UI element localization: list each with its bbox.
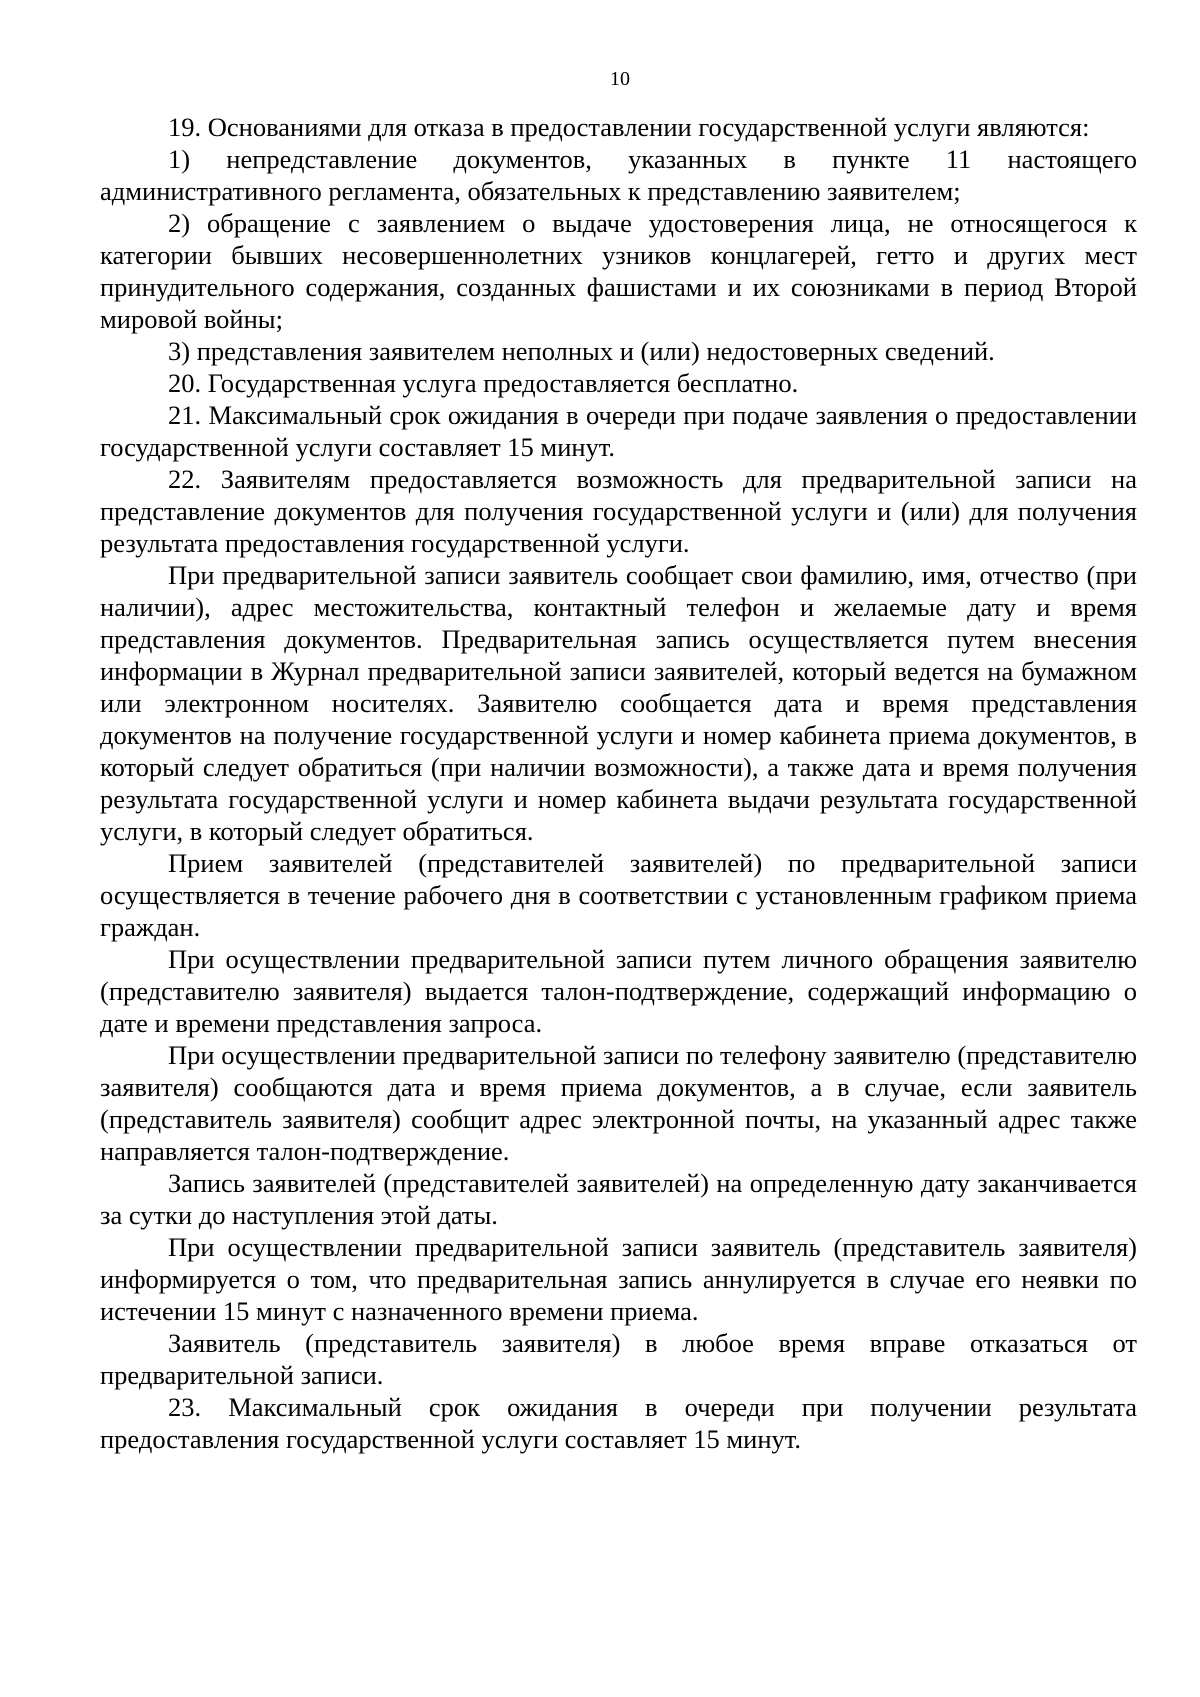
paragraph-21: 21. Максимальный срок ожидания в очереди при подаче заявления о предоставлении государственной услуги составляет 15 минут. xyxy=(100,400,1137,462)
paragraph-19-item-1: 1) непредставление документов, указанных в пункте 11 настоящего административного регламента, обязательных к представлению заявителем; xyxy=(100,144,1137,206)
paragraph-22-in-person: При осуществлении предварительной записи путем личного обращения заявителю (представителю заявителя) выдается талон-подтверждение, содержащий информацию о дате и времени представления запроса. xyxy=(100,944,1137,1038)
paragraph-19-item-3: 3) представления заявителем неполных и (или) недостоверных сведений. xyxy=(168,336,995,366)
paragraph-23: 23. Максимальный срок ожидания в очереди при получении результата предоставления государственной услуги составляет 15 минут. xyxy=(100,1392,1137,1454)
paragraph-19-item-2: 2) обращение с заявлением о выдаче удостоверения лица, не относящегося к категории бывших несовершеннолетних узников концлагерей, гетто и других мест принудительного содержания, созданных фашистами и их союзниками в период Второй мировой войны; xyxy=(100,208,1137,334)
page-number: 10 xyxy=(610,68,630,90)
paragraph-22-pre-registration: При предварительной записи заявитель сообщает свои фамилию, имя, отчество (при наличии), адрес местожительства, контактный телефон и желаемые дату и время представления документов. Предварительная запись осуществляется путем внесения информации в Журнал предварительной записи заявителей, который ведется на бумажном или электронном носителях. Заявителю сообщается дата и время представления документов на получение государственной услуги и номер кабинета приема документов, в который следует обратиться (при наличии возможности), а также дата и время получения результата государственной услуги и номер кабинета выдачи результата государственной услуги, в который следует обратиться. xyxy=(100,560,1137,846)
paragraph-19: 19. Основаниями для отказа в предоставлении государственной услуги являются: xyxy=(168,112,1090,142)
paragraph-22-by-phone: При осуществлении предварительной записи по телефону заявителю (представителю заявителя) сообщаются дата и время приема документов, а в случае, если заявитель (представитель заявителя) сообщит адрес электронной почты, на указанный адрес также направляется талон-подтверждение. xyxy=(100,1040,1137,1166)
paragraph-20: 20. Государственная услуга предоставляется бесплатно. xyxy=(168,368,799,398)
paragraph-22-deadline: Запись заявителей (представителей заявителей) на определенную дату заканчивается за сутки до наступления этой даты. xyxy=(100,1168,1137,1230)
paragraph-22-refusal: Заявитель (представитель заявителя) в любое время вправе отказаться от предварительной записи. xyxy=(100,1328,1137,1390)
paragraph-22-cancellation: При осуществлении предварительной записи заявитель (представитель заявителя) информируется о том, что предварительная запись аннулируется в случае его неявки по истечении 15 минут с назначенного времени приема. xyxy=(100,1232,1137,1326)
paragraph-22-reception: Прием заявителей (представителей заявителей) по предварительной записи осуществляется в течение рабочего дня в соответствии с установленным графиком приема граждан. xyxy=(100,848,1137,942)
paragraph-22: 22. Заявителям предоставляется возможность для предварительной записи на представление документов для получения государственной услуги и (или) для получения результата предоставления государственной услуги. xyxy=(100,464,1137,558)
document-body xyxy=(100,111,1137,1455)
